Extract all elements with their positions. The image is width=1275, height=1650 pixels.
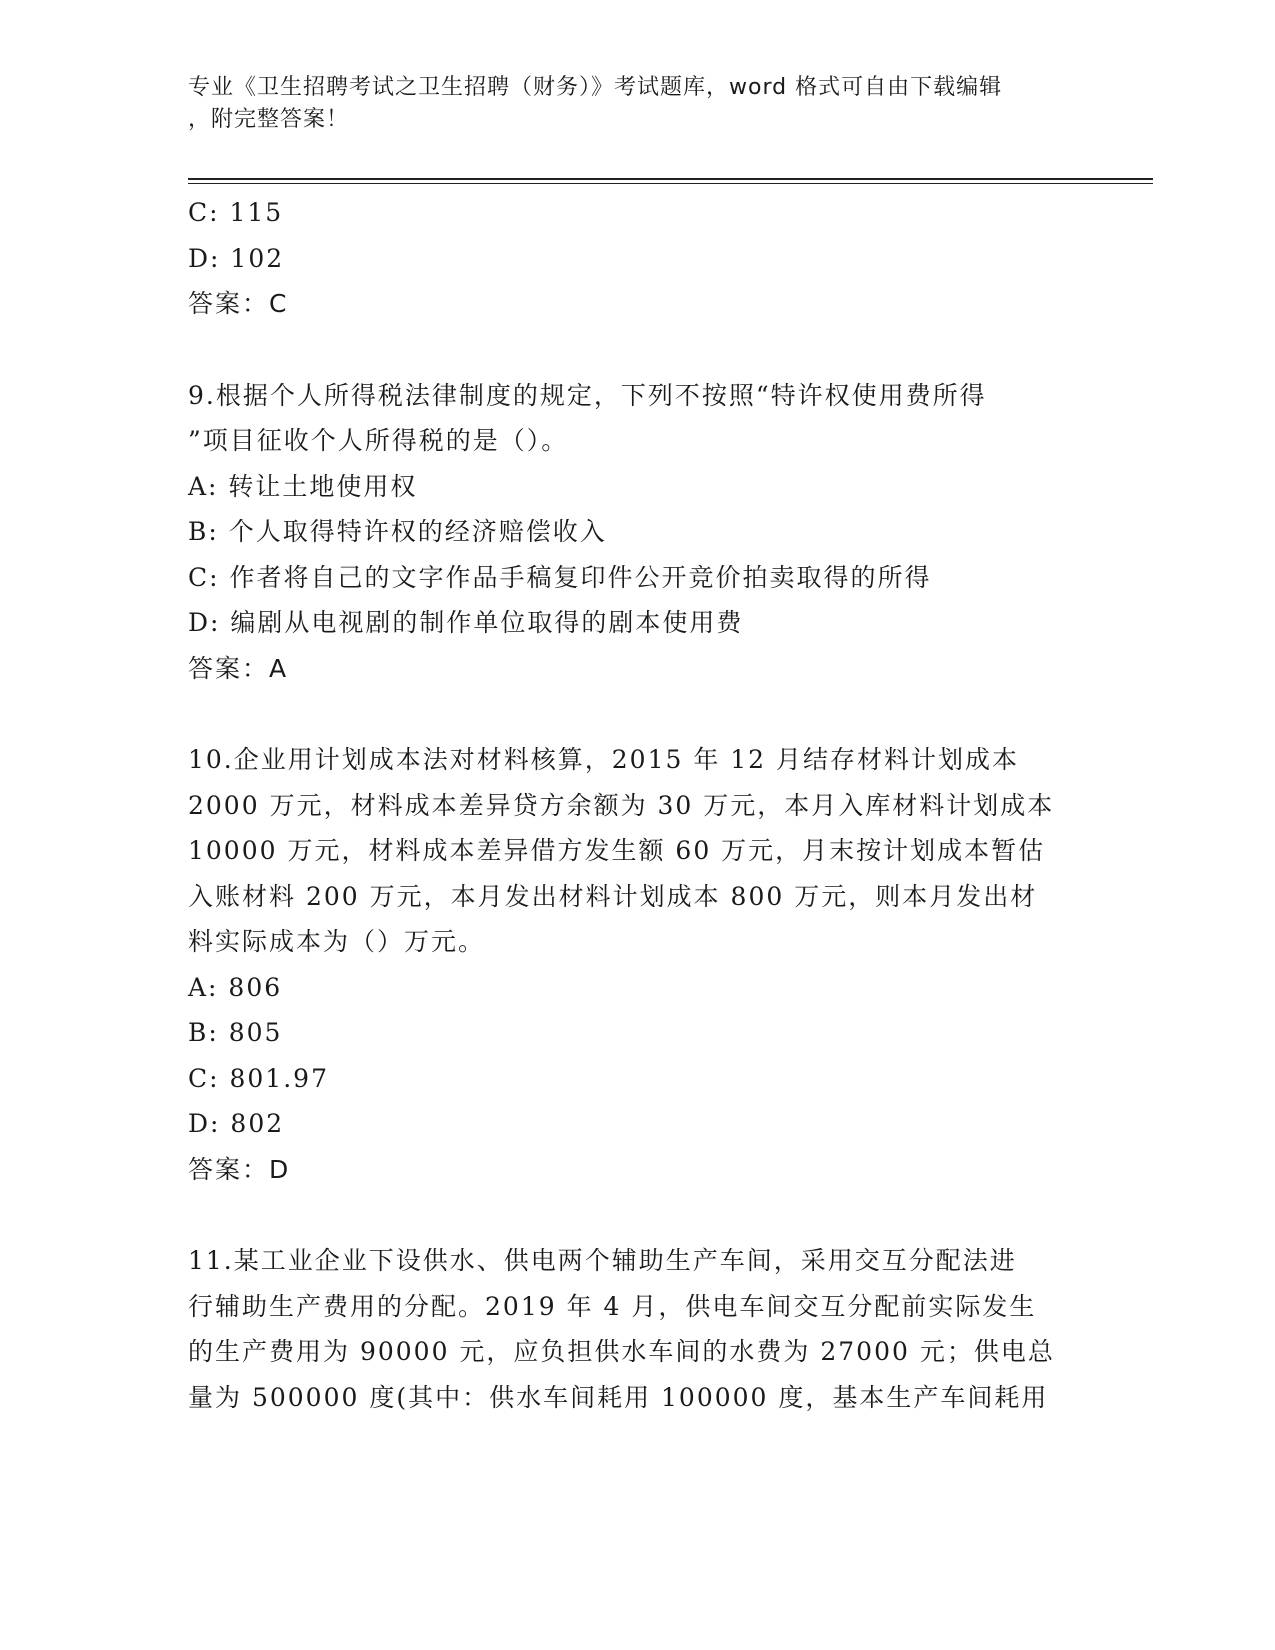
prev-question bbox=[188, 190, 1088, 327]
header-title-line1: 专业《卫生招聘考试之卫生招聘（财务）》考试题库，word 格式可自由下载编辑 bbox=[188, 75, 1003, 100]
header-title-line2: ，附完整答案！ bbox=[188, 107, 350, 132]
question-stem-line: 的生产费用为 90000 元，应负担供水车间的水费为 27000 元；供电总 bbox=[188, 1337, 1055, 1366]
option-d: D: 802 bbox=[188, 1109, 285, 1138]
answer-line: 答案：A bbox=[188, 653, 289, 683]
question-stem-line: 11.某工业企业下设供水、供电两个辅助生产车间，采用交互分配法进 bbox=[188, 1246, 1017, 1275]
answer-line: 答案：D bbox=[188, 1154, 291, 1184]
option-b: B: 个人取得特许权的经济赔偿收入 bbox=[188, 517, 607, 546]
document-header bbox=[188, 72, 1068, 136]
answer-line: 答案：C bbox=[188, 289, 289, 318]
option-b: B: 805 bbox=[188, 1018, 283, 1047]
question-stem-line: 9.根据个人所得税法律制度的规定，下列不按照“特许权使用费所得 bbox=[188, 380, 987, 410]
header-divider-thick bbox=[188, 178, 1153, 180]
question-stem-line: 10000 万元，材料成本差异借方发生额 60 万元，月末按计划成本暂估 bbox=[188, 836, 1046, 865]
question-stem-line: 量为 500000 度(其中：供水车间耗用 100000 度，基本生产车间耗用 bbox=[188, 1382, 1049, 1412]
question-stem-line: 10.企业用计划成本法对材料核算，2015 年 12 月结存材料计划成本 bbox=[188, 745, 1020, 774]
option-c: C: 作者将自己的文字作品手稿复印件公开竞价拍卖取得的所得 bbox=[188, 562, 932, 592]
question-9 bbox=[188, 373, 1088, 692]
question-11 bbox=[188, 1238, 1088, 1420]
question-stem-line: 入账材料 200 万元，本月发出材料计划成本 800 万元，则本月发出材 bbox=[188, 881, 1038, 911]
option-c: C: 801.97 bbox=[188, 1063, 329, 1093]
question-stem-line: ”项目征收个人所得税的是（）。 bbox=[188, 426, 569, 455]
option-a: A: 806 bbox=[188, 972, 283, 1002]
question-stem-line: 行辅助生产费用的分配。2019 年 4 月，供电车间交互分配前实际发生 bbox=[188, 1291, 1037, 1321]
question-content bbox=[188, 190, 1088, 1420]
header-divider-thin bbox=[188, 183, 1153, 184]
option-d: D: 编剧从电视剧的制作单位取得的剧本使用费 bbox=[188, 608, 744, 637]
question-stem-line: 2000 万元，材料成本差异贷方余额为 30 万元，本月入库材料计划成本 bbox=[188, 790, 1055, 820]
question-10 bbox=[188, 737, 1088, 1192]
question-stem-line: 料实际成本为（）万元。 bbox=[188, 927, 486, 956]
option-d: D: 102 bbox=[188, 243, 285, 273]
option-a: A: 转让土地使用权 bbox=[188, 471, 418, 501]
option-c: C: 115 bbox=[188, 198, 284, 227]
